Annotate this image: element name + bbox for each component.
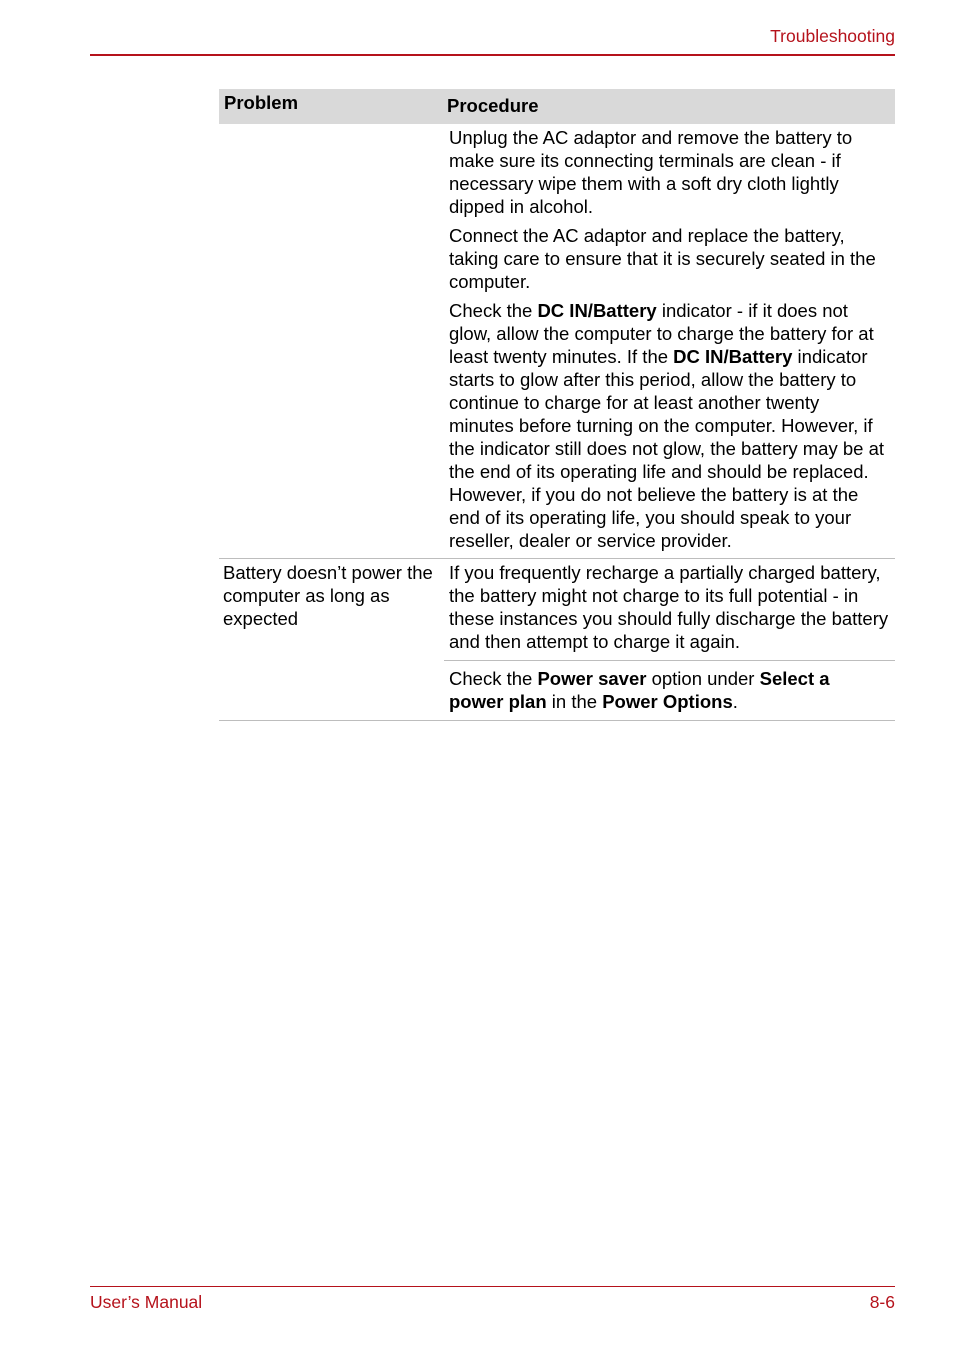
option-name: Select a power plan bbox=[449, 668, 830, 712]
procedure-paragraph bbox=[444, 299, 895, 552]
running-header: Troubleshooting bbox=[770, 26, 895, 46]
column-header-problem: Problem bbox=[224, 92, 299, 113]
option-name: Power Options bbox=[602, 691, 733, 712]
troubleshooting-table bbox=[219, 89, 895, 721]
option-name: Power saver bbox=[537, 668, 647, 689]
text-run: . bbox=[732, 691, 738, 712]
procedure-cell bbox=[444, 559, 895, 720]
column-header-procedure: Procedure bbox=[447, 95, 539, 116]
table-header bbox=[219, 89, 895, 124]
problem-cell bbox=[219, 124, 444, 552]
procedure-paragraph: Unplug the AC adaptor and remove the battery to make sure its connecting terminals are clean - if necessary wipe them with a soft dry cloth lightly dipped in alcohol. bbox=[449, 127, 853, 217]
text-run: option under bbox=[646, 668, 760, 689]
text-run: indicator - if it does not glow, allow the computer to charge the battery for at least twenty minutes. If the bbox=[449, 300, 874, 367]
indicator-name: DC IN/Battery bbox=[537, 300, 657, 321]
indicator-name: DC IN/Battery bbox=[673, 346, 793, 367]
text-run: Check the bbox=[449, 668, 538, 689]
table-row bbox=[219, 124, 895, 559]
footer-rule bbox=[90, 1286, 895, 1287]
problem-cell: Battery doesn’t power the computer as long as expected bbox=[223, 562, 433, 629]
table-row bbox=[219, 559, 895, 721]
text-run: Check the bbox=[449, 300, 538, 321]
procedure-paragraph: If you frequently recharge a partially charged battery, the battery might not charge to its full potential - in these instances you should fully discharge the battery and then attempt to charge it again. bbox=[444, 559, 895, 661]
text-run: in the bbox=[546, 691, 603, 712]
header-rule bbox=[90, 54, 895, 56]
footer-manual-title: User’s Manual bbox=[90, 1292, 203, 1312]
procedure-paragraph: Connect the AC adaptor and replace the battery, taking care to ensure that it is securely seated in the computer. bbox=[449, 225, 876, 292]
text-run: indicator starts to glow after this period, allow the battery to continue to charge for at least another twenty minutes before turning on the computer. However, if the indicator still does not glow, the battery may be at the end of its operating life and should be replaced. However, if you do not believe the battery is at the end of its operating life, you should speak to your reseller, dealer or service provider. bbox=[449, 346, 884, 551]
procedure-cell bbox=[444, 124, 895, 552]
procedure-paragraph bbox=[444, 661, 895, 720]
page-number: 8-6 bbox=[869, 1292, 895, 1312]
